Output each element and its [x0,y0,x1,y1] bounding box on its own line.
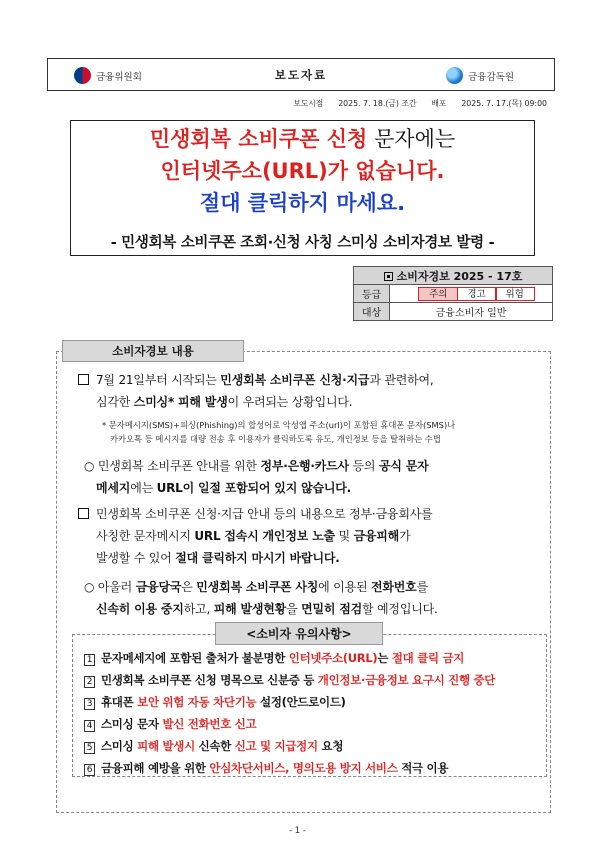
paragraph-4-line-1: ○ 아울러 금융당국은 민생회복 소비쿠폰 사칭에 이용된 전화번호를 [84,580,428,594]
press-header [47,58,555,91]
page-number: - 1 - [289,826,306,836]
headline-line-3: 절대 클릭하지 마세요. [199,191,406,215]
target-value: 금융소비자 일반 [390,303,553,321]
level-caution: 주의 [418,287,458,301]
subtitle: - 민생회복 소비쿠폰 조회·신청 사칭 스미싱 소비자경보 발령 - [110,235,495,251]
section-tab: 소비자경보 내용 [62,340,244,362]
footnote-line-2: 카카오톡 등 메시지를 대량 전송 후 이용자가 클릭하도록 유도, 개인정보 등을 탈취하는 수법 [110,434,441,444]
tip-4: 4 스미싱 문자 발신 전화번호 신고 [84,716,256,732]
headline-box [70,120,535,256]
release-info [0,98,547,109]
tip-3: 3 휴대폰 보안 위험 자동 차단기능 설정(안드로이드) [84,694,346,710]
fss-name: 금융감독원 [468,71,514,83]
paragraph-1-line-2: 심각한 스미싱* 피해 발생이 우려되는 상황입니다. [96,395,353,409]
grade-levels [390,285,553,303]
tip-6: 6 금융피해 예방을 위한 안심차단서비스, 명의도용 방지 서비스 적극 이용 [84,760,448,776]
tip-2: 2 민생회복 소비쿠폰 신청 명목으로 신분증 등 개인정보·금융정보 요구시 진행 중단 [84,672,495,688]
level-warning: 경고 [457,287,497,301]
paragraph-4-line-2: 신속히 이용 중지하고, 피해 발생현황을 면밀히 점검할 예정입니다. [96,602,438,616]
tip-1: 1 문자메세지에 포함된 출처가 불분명한 인터넷주소(URL)는 절대 클릭 금지 [84,650,464,666]
distribution-label: 배포 [431,99,447,108]
headline-line-2: 인터넷주소(URL)가 없습니다. [160,159,445,183]
consumer-alert-table [353,266,553,321]
tips-title: <소비자 유의사항> [215,622,383,645]
paragraph-3-line-3: 발생할 수 있어 절대 클릭하지 마시기 바랍니다. [96,551,340,565]
embargo-value: 2025. 7. 18.(금) 조간 [338,99,417,108]
checkbox-bullet-icon [78,374,89,385]
fss-logo [446,67,514,84]
press-release-title: 보도자료 [274,68,328,82]
paragraph-1-line-1: 7월 21일부터 시작되는 민생회복 소비쿠폰 신청·지급과 관련하여, [78,369,434,391]
level-danger: 위험 [495,287,535,301]
paragraph-2-line-1: ○ 민생회복 소비쿠폰 안내를 위한 정부·은행·카드사 등의 공식 문자 [84,459,429,473]
target-label: 대상 [354,303,390,321]
fsc-name: 금융위원회 [96,71,142,83]
checkbox-bullet-icon [78,508,89,519]
distribution-value: 2025. 7. 17.(목) 09:00 [461,99,547,108]
square-bullet-icon [384,272,393,281]
embargo-label: 보도시점 [293,99,324,108]
alert-number: 소비자경보 2025 - 17호 [354,267,553,285]
fss-globe-icon [446,67,463,84]
paragraph-3-line-2: 사칭한 문자메시지 URL 접속시 개인정보 노출 및 금융피해가 [96,529,411,543]
tip-5: 5 스미싱 피해 발생시 신속한 신고 및 지급정지 요청 [84,738,343,754]
paragraph-2-line-2: 메세지에는 URL이 일절 포함되어 있지 않습니다. [96,481,351,495]
footnote-line-1: * 문자메시지(SMS)+피싱(Phishing)의 합성어로 악성앱 주소(url)이 포함된 휴대폰 문자(SMS)나 [102,420,456,430]
grade-label: 등급 [354,285,390,303]
headline-line-1: 민생회복 소비쿠폰 신청 문자에는 [149,127,456,151]
paragraph-3-line-1: 민생회복 소비쿠폰 신청·지급 안내 등의 내용으로 정부·금융회사를 [78,503,433,525]
